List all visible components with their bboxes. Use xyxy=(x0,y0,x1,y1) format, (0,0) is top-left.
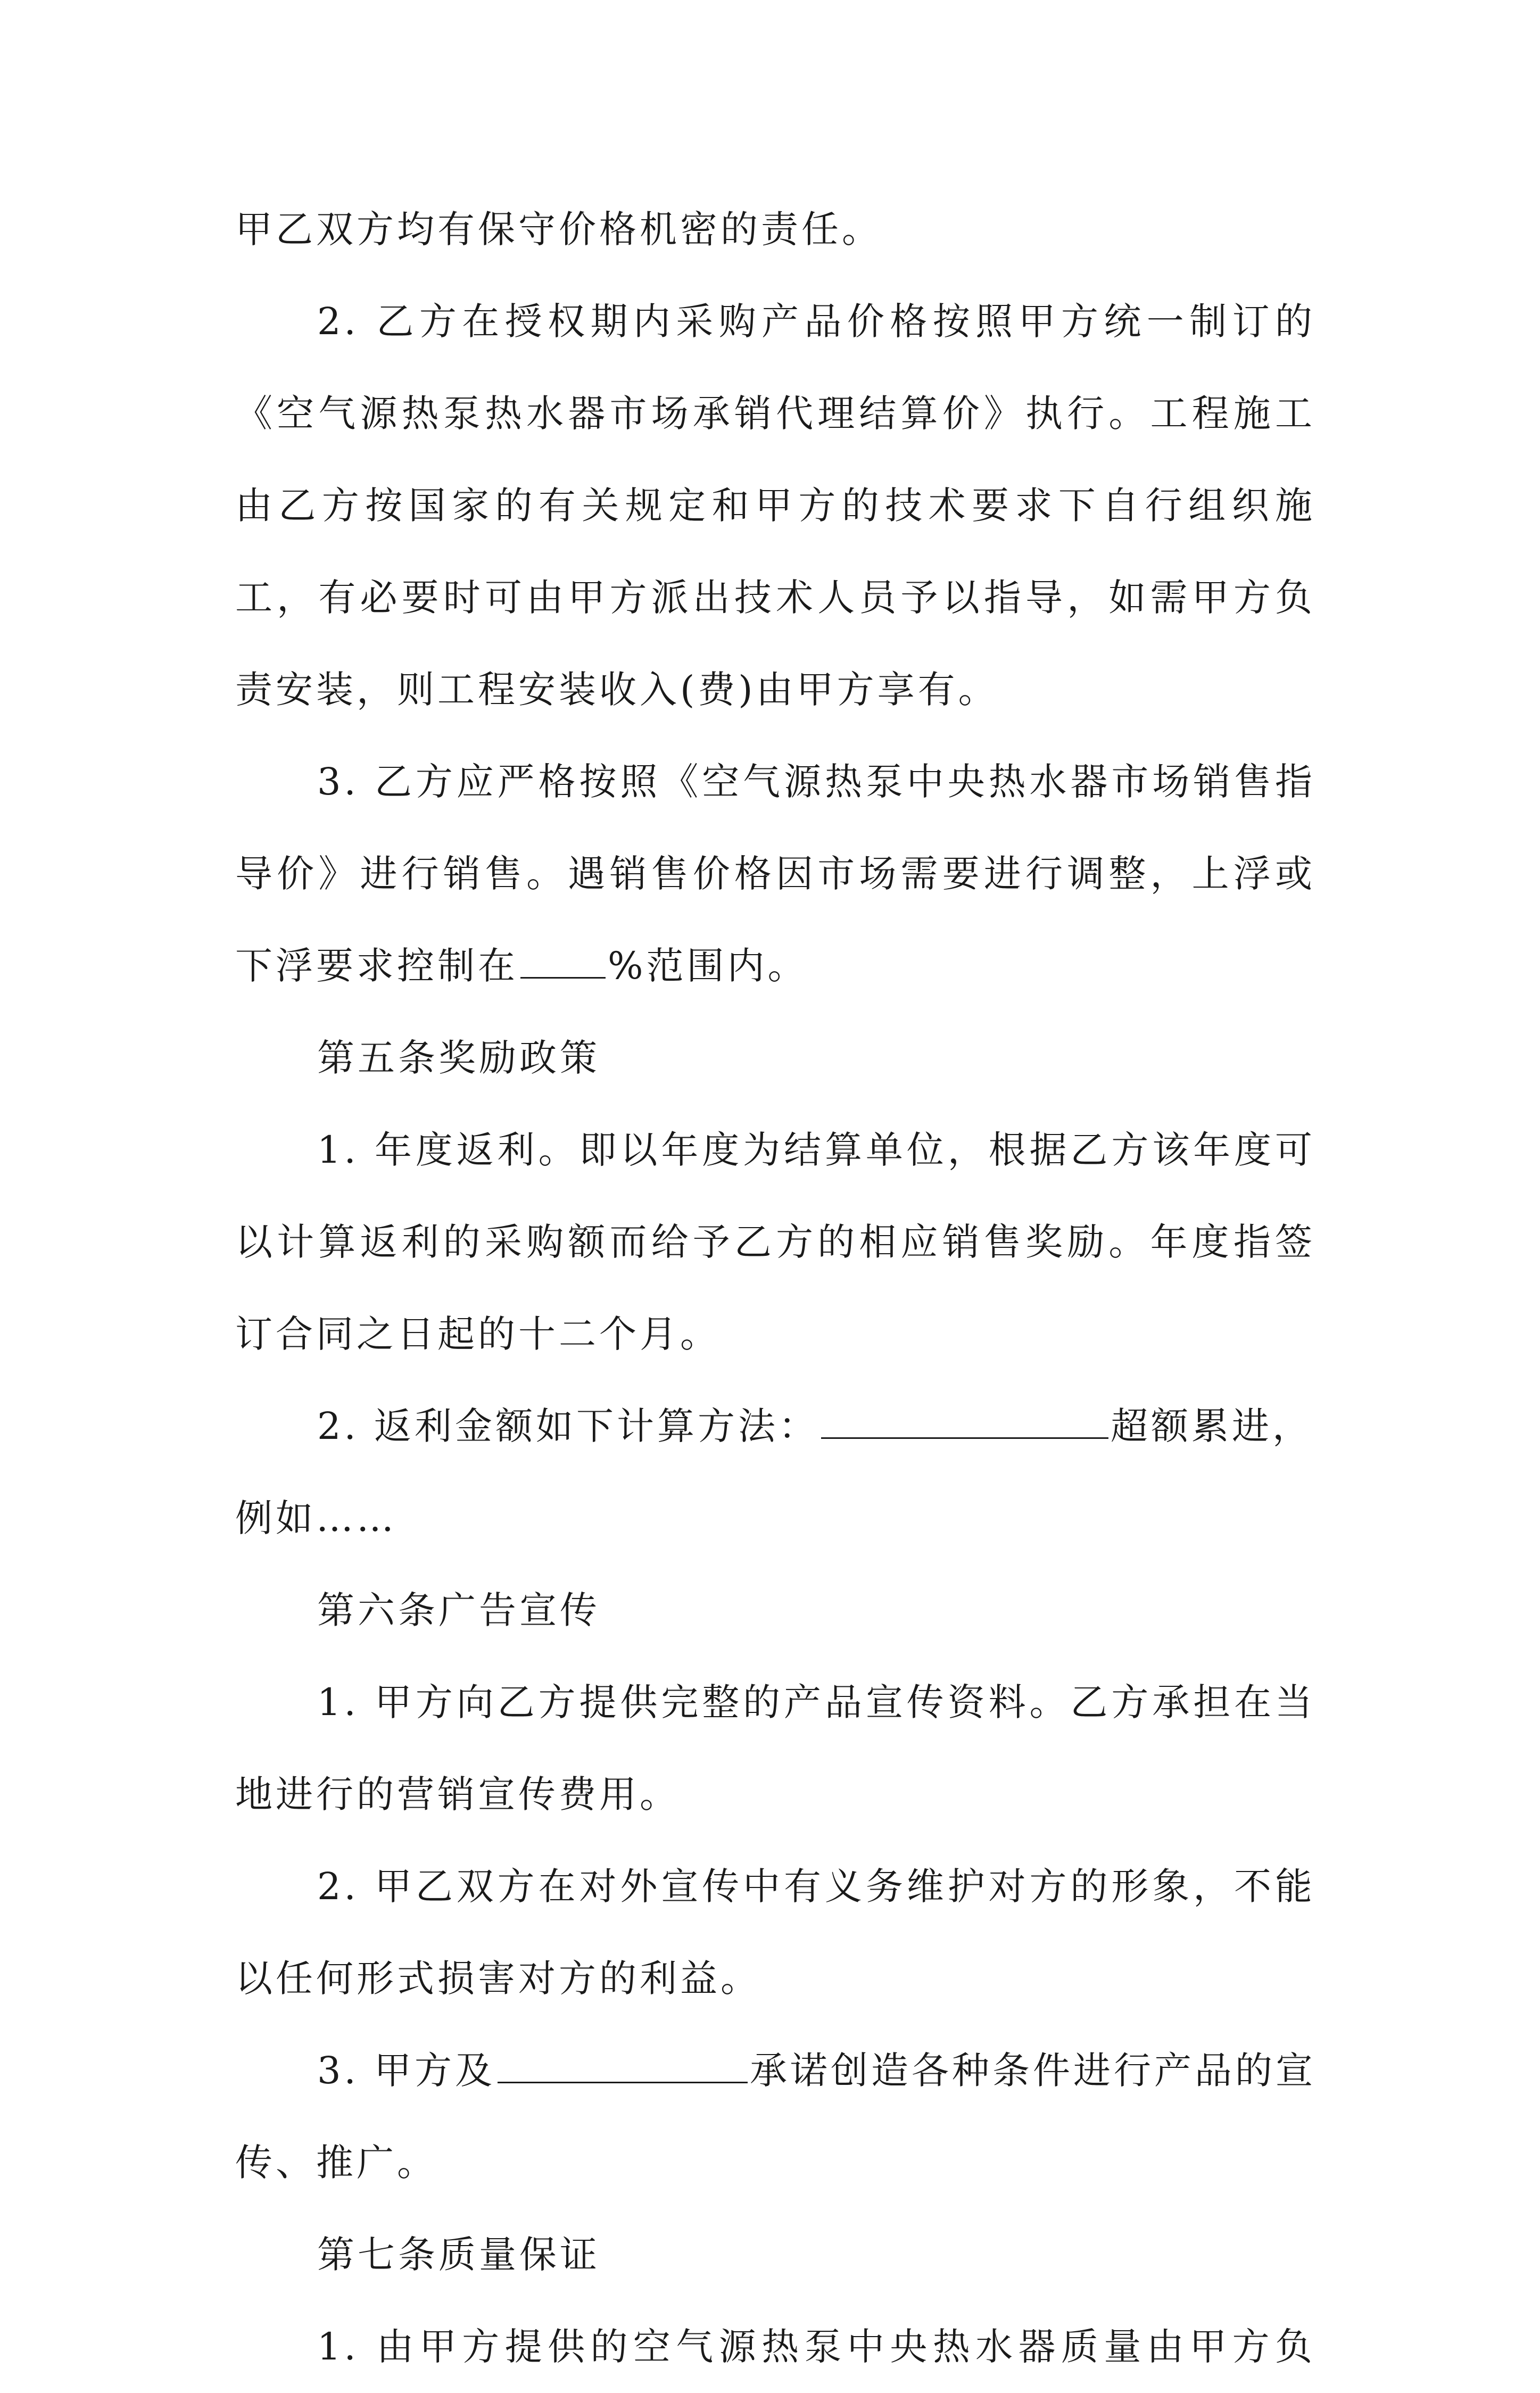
paragraph-line: 以任何形式损害对方的利益。 xyxy=(235,1957,761,2000)
section-heading: 第六条广告宣传 xyxy=(317,1588,600,1632)
paragraph-line: 1. 由甲方提供的空气源热泵中央热水器质量由甲方负 xyxy=(317,2325,1315,2369)
section-heading: 第七条质量保证 xyxy=(317,2233,600,2276)
line-text: 2. 返利金额如下计算方法： xyxy=(317,1404,819,1448)
paragraph-line: 2. 甲乙双方在对外宣传中有义务维护对方的形象，不能 xyxy=(317,1865,1315,1908)
paragraph-line: 以计算返利的采购额而给予乙方的相应销售奖励。年度指签 xyxy=(235,1220,1315,1264)
paragraph-line: 由乙方按国家的有关规定和甲方的技术要求下自行组织施 xyxy=(235,484,1315,527)
paragraph-line: 责安装，则工程安装收入(费)由甲方享有。 xyxy=(235,668,999,711)
line-text: 超额累进， xyxy=(1111,1404,1313,1448)
line-text: %范围内。 xyxy=(608,944,808,988)
document-body xyxy=(235,184,1315,2393)
paragraph-line xyxy=(235,2025,1315,2117)
paragraph-line: 地进行的营销宣传费用。 xyxy=(235,1773,680,1816)
paragraph-line: 传、推广。 xyxy=(235,2141,437,2184)
paragraph-line xyxy=(235,920,1315,1012)
paragraph-line: 1. 甲方向乙方提供完整的产品宣传资料。乙方承担在当 xyxy=(317,1680,1315,1724)
line-text: 承诺创造各种条件进行产品的宣 xyxy=(750,2049,1317,2092)
paragraph-line: 订合同之日起的十二个月。 xyxy=(235,1312,721,1356)
paragraph-line: 2. 乙方在授权期内采购产品价格按照甲方统一制订的 xyxy=(317,300,1315,343)
paragraph-line: 《空气源热泵热水器市场承销代理结算价》执行。工程施工 xyxy=(235,392,1315,435)
paragraph-line xyxy=(235,1380,1315,1472)
paragraph-line: 导价》进行销售。遇销售价格因市场需要进行调整，上浮或 xyxy=(235,852,1315,896)
fill-in-blank xyxy=(498,2044,748,2083)
paragraph-line: 工，有必要时可由甲方派出技术人员予以指导，如需甲方负 xyxy=(235,576,1315,619)
paragraph-line: 3. 乙方应严格按照《空气源热泵中央热水器市场销售指 xyxy=(317,760,1315,804)
line-text: 下浮要求控制在 xyxy=(235,944,518,988)
fill-in-blank xyxy=(520,940,606,979)
paragraph-line: 1. 年度返利。即以年度为结算单位，根据乙方该年度可 xyxy=(317,1128,1315,1172)
section-heading: 第五条奖励政策 xyxy=(317,1036,600,1080)
fill-in-blank xyxy=(821,1400,1108,1439)
line-text: 3. 甲方及 xyxy=(317,2049,496,2092)
paragraph-line: 例如…… xyxy=(235,1496,397,1540)
paragraph-line: 甲乙双方均有保守价格机密的责任。 xyxy=(235,208,882,251)
